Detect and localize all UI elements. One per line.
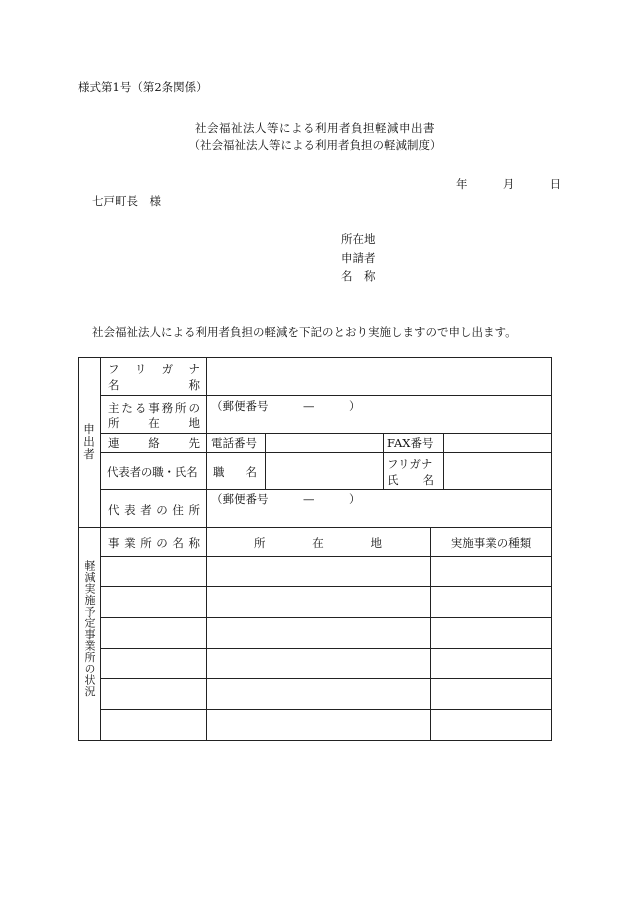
rep-name-label: 氏 名 [387,473,434,487]
col-office-name: 事 業 所 の 名 称 [108,536,200,550]
rep-postal-code: （郵便番号 — ） [211,492,361,506]
phone-label: 電話番号 [211,436,257,450]
position-label: 職 名 [213,465,257,479]
furigana-label: フ リ ガ ナ [108,362,200,376]
name-label: 名 称 [108,378,200,392]
fax-label: FAX番号 [387,436,434,450]
applicant-name-label: 名 称 [341,269,376,283]
main-office-label: 主 た る 事 務 所 の [108,401,200,415]
date-year: 年 [456,177,468,191]
office-address-label: 所 在 地 [108,416,200,430]
applicant-label: 申請者 [341,251,376,265]
applicant-address-label: 所在地 [341,232,376,246]
date-month: 月 [502,177,515,191]
date-line [456,176,561,192]
document-title: 社会福祉法人等による利用者負担軽減申出書 [195,121,435,135]
statement: 社会福祉法人による利用者負担の軽減を下記のとおり実施しますので申し出ます。 [92,325,517,339]
section-applicant-label: 申出者 [82,423,96,461]
col-office-address: 所 在 地 [254,536,382,550]
application-table [78,357,552,741]
contact-label: 連 絡 先 [108,436,200,450]
col-service-type: 実施事業の種類 [450,536,532,550]
form-number: 様式第1号（第2条関係） [78,80,208,94]
addressee: 七戸町長 様 [92,194,161,208]
rep-address-label: 代 表 者 の 住 所 [108,503,200,517]
office-postal-code: （郵便番号 — ） [211,399,361,413]
section-offices-label: 軽減実施予定事業所の状況 [83,560,96,697]
representative-label: 代表者の職・氏名 [107,465,198,479]
date-day: 日 [549,177,562,191]
rep-furigana-label: フリガナ [387,457,433,471]
document-subtitle: （社会福祉法人等による利用者負担の軽減制度） [188,138,442,152]
